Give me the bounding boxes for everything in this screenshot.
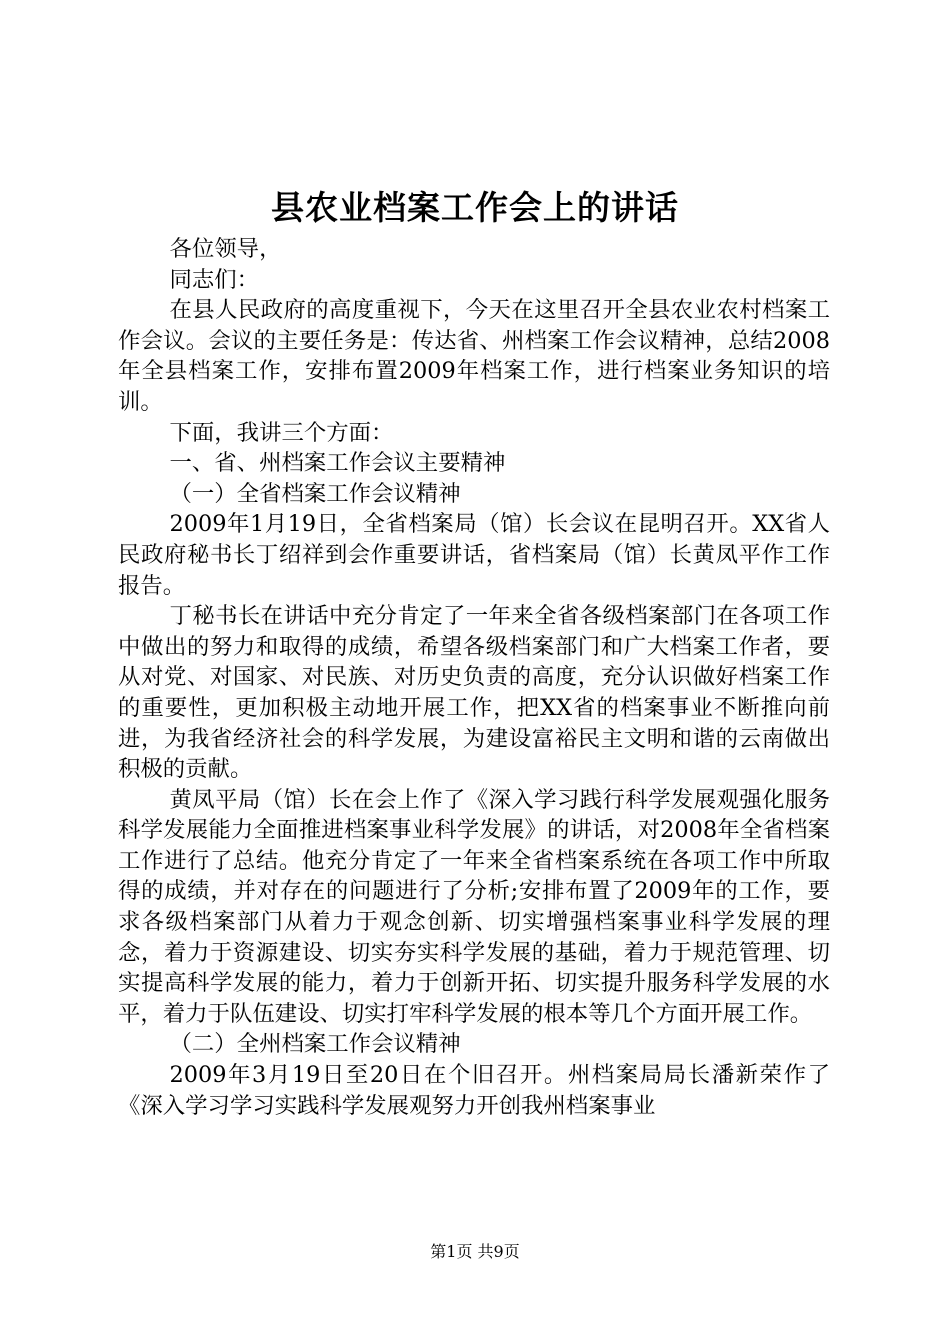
paragraph-outline: 下面，我讲三个方面： <box>169 419 394 446</box>
salutation-comrades: 同志们： <box>169 266 260 293</box>
paragraph-prefecture-meeting: 2009年3月19日至20日在个旧召开。州档案局局长潘新荣作了《深入学习学习实践科学发展观努力开创我州档案事业 <box>118 1062 830 1119</box>
document-body <box>118 234 830 1121</box>
paragraph-secretary-speech: 丁秘书长在讲话中充分肯定了一年来全省各级档案部门在各项工作中做出的努力和取得的成绩，希望各级档案部门和广大档案工作者，要从对党、对国家、对民族、对历史负责的高度，充分认识做好档案工作的重要性，更加积极主动地开展工作，把XX省的档案事业不断推向前进，为我省经济社会的科学发展，为建设富裕民主文明和谐的云南做出积极的贡献。 <box>118 603 830 783</box>
heading-subsection-1: （一）全省档案工作会议精神 <box>169 480 461 507</box>
heading-section-1: 一、省、州档案工作会议主要精神 <box>169 450 506 477</box>
paragraph-director-report: 黄凤平局（馆）长在会上作了《深入学习践行科学发展观强化服务科学发展能力全面推进档案事业科学发展》的讲话，对2008年全省档案工作进行了总结。他充分肯定了一年来全省档案系统在各项工作中所取得的成绩，并对存在的问题进行了分析;安排布置了2009年的工作，要求各级档案部门从着力于观念创新、切实增强档案事业科学发展的理念，着力于资源建设、切实夯实科学发展的基础，着力于规范管理、切实提高科学发展的能力，着力于创新开拓、切实提升服务科学发展的水平，着力于队伍建设、切实打牢科学发展的根本等几个方面开展工作。 <box>118 786 830 1027</box>
salutation-leaders: 各位领导， <box>169 236 282 262</box>
paragraph-intro: 在县人民政府的高度重视下，今天在这里召开全县农业农村档案工作会议。会议的主要任务是：传达省、州档案工作会议精神，总结2008年全县档案工作，安排布置2009年档案工作，进行档案业务知识的培训。 <box>118 297 830 415</box>
page-number-footer: 第1页 共9页 <box>430 1242 520 1261</box>
paragraph-provincial-meeting: 2009年1月19日，全省档案局（馆）长会议在昆明召开。XX省人民政府秘书长丁绍祥到会作重要讲话，省档案局（馆）长黄凤平作工作报告。 <box>118 511 830 599</box>
heading-subsection-2: （二）全州档案工作会议精神 <box>169 1031 461 1058</box>
document-title: 县农业档案工作会上的讲话 <box>271 188 679 227</box>
